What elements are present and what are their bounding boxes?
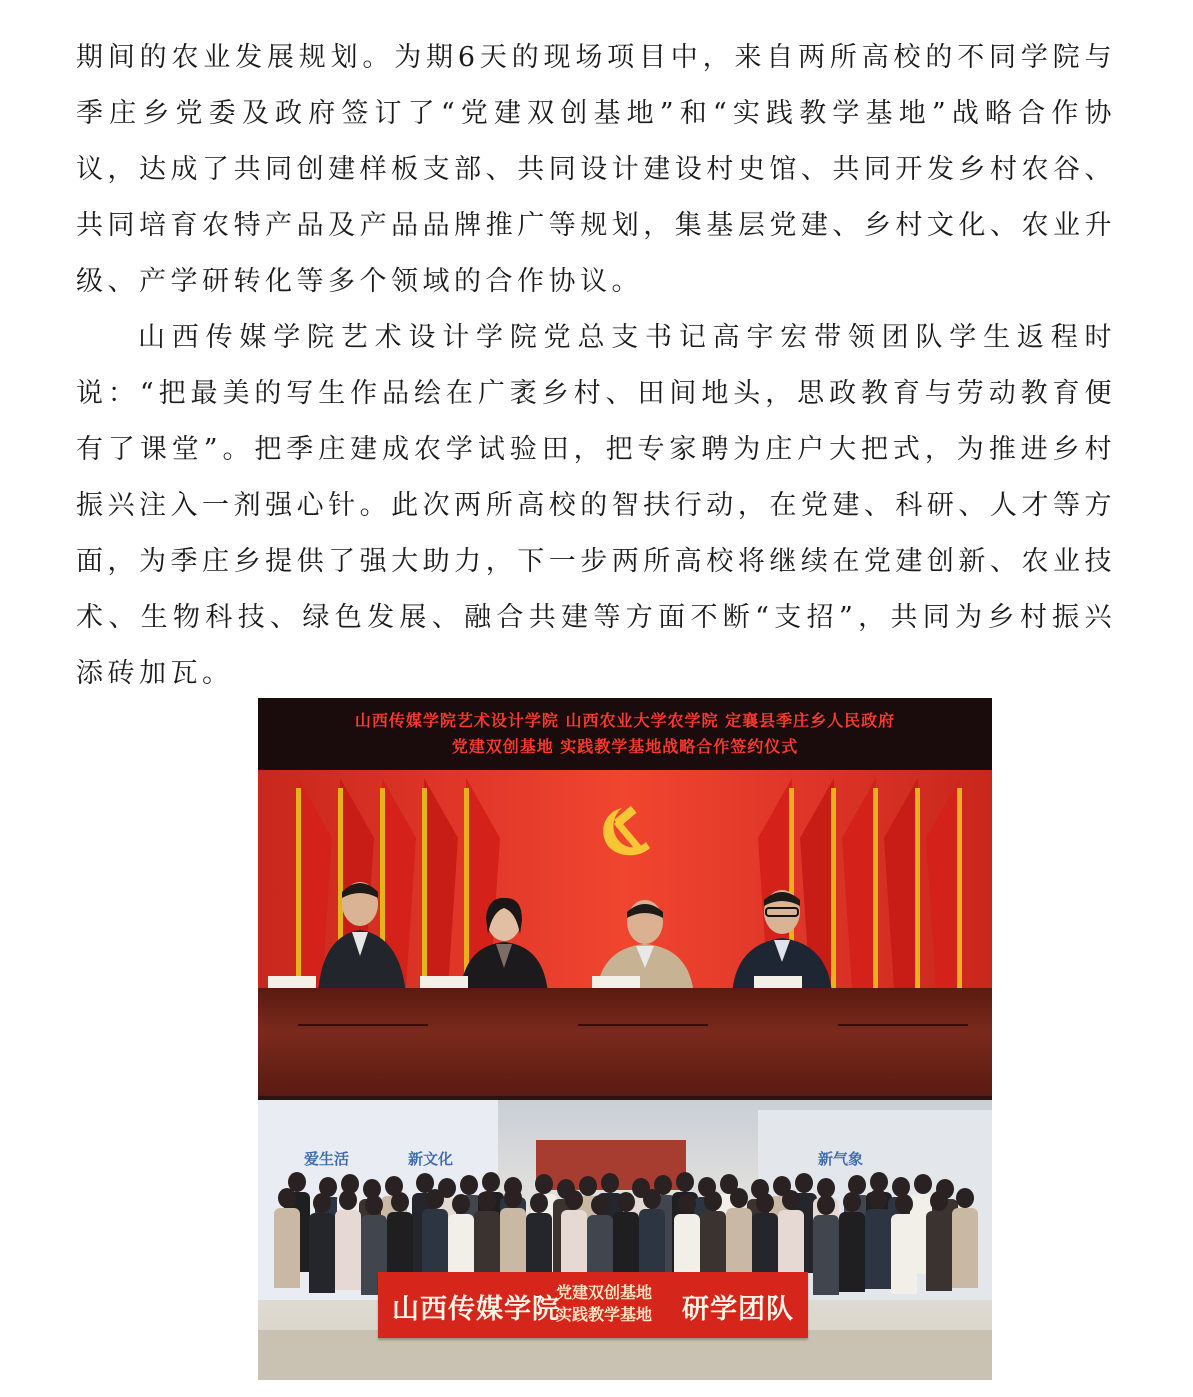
group-banner — [378, 1272, 808, 1338]
desk-detail — [578, 1024, 708, 1026]
person-head — [930, 1191, 948, 1211]
person-head — [426, 1189, 444, 1209]
person-head — [504, 1188, 522, 1208]
paragraph-1: 期间的农业发展规划。为期6天的现场项目中，来自两所高校的不同学院与季庄乡党委及政府签订了“党建双创基地”和“实践教学基地”战略合作协议，达成了共同创建样板支部、共同设计建设村史馆、共同开发乡村农谷、共同培育农特产品及产品品牌推广等规划，集基层党建、乡村文化、农业升级、产学研转化等多个领域的合作协议。 — [76, 42, 1116, 297]
led-banner-line-2: 党建双创基地 实践教学基地战略合作签约仪式 — [451, 737, 799, 756]
hammer-and-sickle-icon — [594, 800, 658, 864]
banner-team-name: 研学团队 — [682, 1294, 794, 1325]
red-flag-icon — [926, 778, 966, 988]
person-body — [813, 1215, 839, 1295]
person-head — [478, 1191, 496, 1211]
person-head — [782, 1190, 800, 1210]
person-head — [591, 1195, 609, 1215]
seated-person — [454, 894, 554, 994]
person-head — [601, 1173, 619, 1193]
person-head — [365, 1195, 383, 1215]
wall-slogan: 新文化 — [408, 1150, 454, 1168]
banner-school-name: 山西传媒学院 — [392, 1294, 560, 1325]
person-head — [956, 1188, 974, 1208]
person-body — [952, 1208, 978, 1288]
person-head — [869, 1189, 887, 1209]
person-head — [756, 1193, 774, 1213]
banner-subtitle-line-1: 党建双创基地 — [556, 1283, 653, 1302]
person-head — [278, 1188, 296, 1208]
person-head — [795, 1173, 813, 1193]
person-head — [530, 1193, 548, 1213]
person-head — [482, 1172, 500, 1192]
banner-subtitle — [556, 1282, 652, 1326]
red-flag-icon — [884, 778, 924, 988]
person-body — [891, 1214, 917, 1294]
person-body — [865, 1209, 891, 1289]
paragraph-2: 山西传媒学院艺术设计学院党总支书记高宇宏带领团队学生返程时说：“把最美的写生作品绘在广袤乡村、田间地头，思政教育与劳动教育便有了课堂”。把季庄建成农学试验田，把专家聘为庄户大把式，为推进乡村振兴注入一剂强心针。此次两所高校的智扶行动，在党建、科研、人才等方面，为季庄乡提供了强大助力，下一步两所高校将继续在党建创新、农业技术、生物科技、绿色发展、融合共建等方面不断“支招”，共同为乡村振兴添砖加瓦。 — [76, 322, 1116, 689]
article-body — [76, 30, 1116, 702]
signing-ceremony-photo — [258, 698, 992, 1096]
desk-detail — [838, 1024, 968, 1026]
red-flag-icon — [418, 778, 458, 988]
wall-slogan: 爱生活 — [304, 1150, 350, 1168]
person-head — [565, 1190, 583, 1210]
person-body — [274, 1208, 300, 1288]
person-head — [617, 1192, 635, 1212]
person-head — [914, 1174, 932, 1194]
person-head — [817, 1195, 835, 1215]
banner-subtitle-line-2: 实践教学基地 — [556, 1305, 653, 1324]
article-photo — [258, 698, 992, 1380]
person-head — [678, 1194, 696, 1214]
seated-person — [312, 874, 412, 994]
person-body — [839, 1212, 865, 1292]
group-photo — [258, 1100, 992, 1380]
led-banner-line-1: 山西传媒学院艺术设计学院 山西农业大学农学院 定襄县季庄乡人民政府 — [354, 711, 896, 730]
person-head — [895, 1194, 913, 1214]
person-head — [704, 1191, 722, 1211]
person-head — [676, 1172, 694, 1192]
person-head — [460, 1175, 478, 1195]
person-head — [579, 1176, 597, 1196]
led-banner — [258, 698, 992, 770]
wall-slogan: 新气象 — [818, 1150, 864, 1168]
conference-desk — [258, 988, 992, 1096]
person-head — [730, 1188, 748, 1208]
person-head — [313, 1193, 331, 1213]
person-head — [339, 1190, 357, 1210]
person-head — [452, 1194, 470, 1214]
person-head — [643, 1189, 661, 1209]
red-flag-icon — [842, 778, 882, 988]
person-head — [843, 1192, 861, 1212]
desk-detail — [298, 1024, 428, 1026]
person-body — [926, 1211, 952, 1291]
person-head — [535, 1174, 553, 1194]
person-body — [309, 1213, 335, 1293]
person-body — [335, 1210, 361, 1290]
person-head — [391, 1192, 409, 1212]
